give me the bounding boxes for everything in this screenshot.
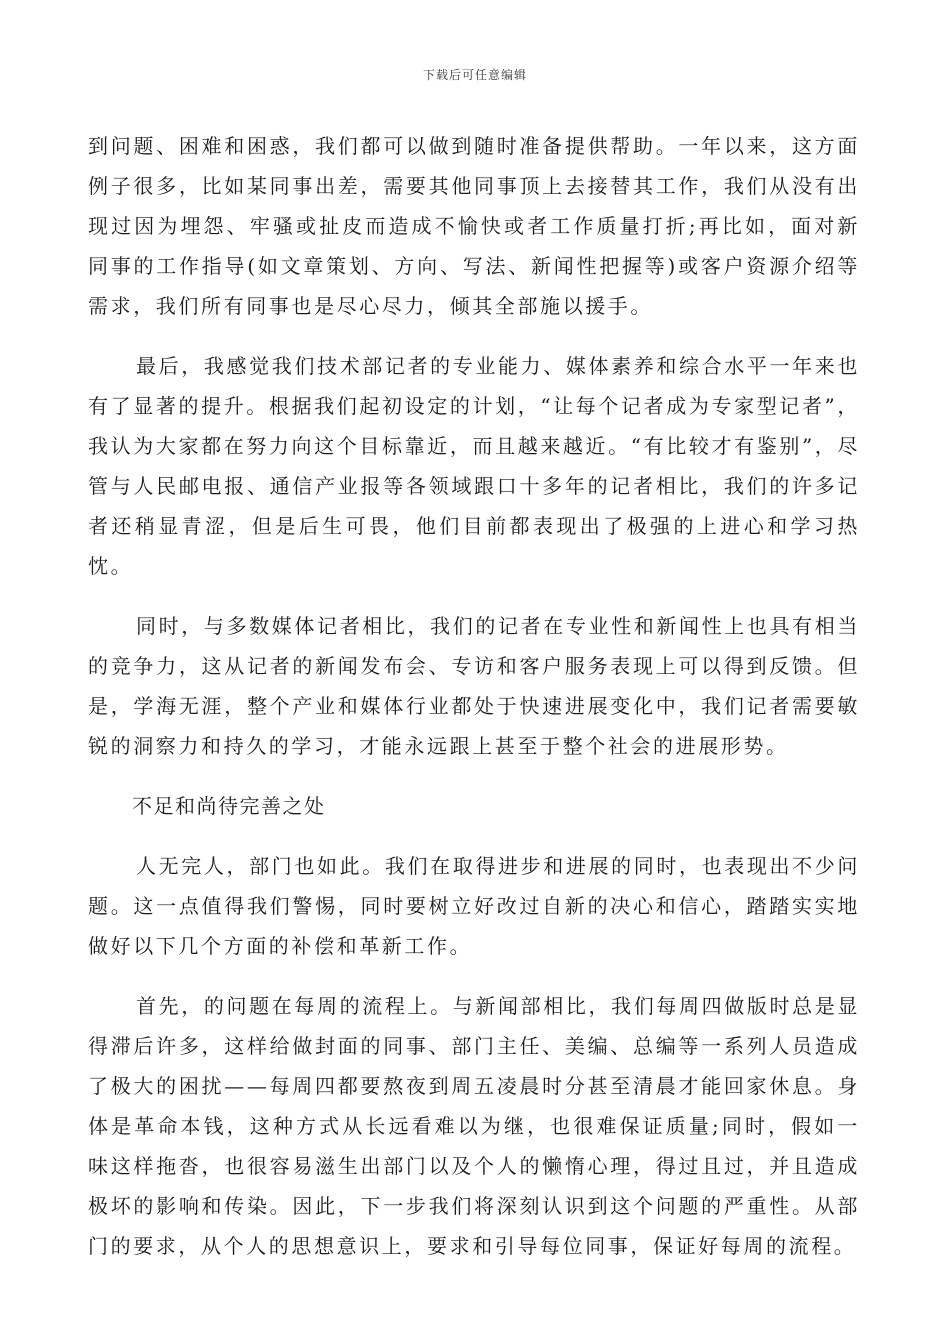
paragraph-continuation: 到问题、困难和困惑，我们都可以做到随时准备提供帮助。一年以来，这方面例子很多，比如某同事出差，需要其他同事顶上去接替其工作，我们从没有出现过因为埋怨、牢骚或扯皮而造成不愉快或者工作质量打折;再比如，面对新同事的工作指导(如文章策划、方向、写法、新闻性把握等)或客户资源介绍等需求，我们所有同事也是尽心尽力，倾其全部施以援手。 bbox=[88, 134, 860, 318]
paragraph-skill-improvement: 最后，我感觉我们技术部记者的专业能力、媒体素养和综合水平一年来也有了显著的提升。根据我们起初设定的计划，“让每个记者成为专家型记者”，我认为大家都在努力向这个目标靠近，而且越来越近。“有比较才有鉴别”，尽管与人民邮电报、通信产业报等各领域跟口十多年的记者相比，我们的许多记者还稍显青涩，但是后生可畏，他们目前都表现出了极强的上进心和学习热忱。 bbox=[88, 354, 860, 578]
paragraph-shortcomings-intro: 人无完人，部门也如此。我们在取得进步和进展的同时，也表现出不少问题。这一点值得我们警惕，同时要树立好改过自新的决心和信心，踏踏实实地做好以下几个方面的补偿和革新工作。 bbox=[88, 854, 860, 958]
section-heading: 不足和尚待完善之处 bbox=[132, 794, 326, 818]
paragraph-competitiveness: 同时，与多数媒体记者相比，我们的记者在专业性和新闻性上也具有相当的竞争力，这从记者的新闻发布会、专访和客户服务表现上可以得到反馈。但是，学海无涯，整个产业和媒体行业都处于快速进展变化中，我们记者需要敏锐的洞察力和持久的学习，才能永远跟上甚至于整个社会的进展形势。 bbox=[88, 614, 860, 758]
page-header: 下载后可任意编辑 bbox=[422, 68, 527, 82]
document-body bbox=[88, 126, 860, 1286]
paragraph-weekly-workflow: 首先，的问题在每周的流程上。与新闻部相比，我们每周四做版时总是显得滞后许多，这样给做封面的同事、部门主任、美编、总编等一系列人员造成了极大的困扰——每周四都要熬夜到周五凌晨时分甚至清晨才能回家休息。身体是革命本钱，这种方式从长远看难以为继，也很难保证质量;同时，假如一味这样拖沓，也很容易滋生出部门以及个人的懒惰心理，得过且过，并且造成极坏的影响和传染。因此，下一步我们将深刻认识到这个问题的严重性。从部门的要求，从个人的思想意识上，要求和引导每位同事，保证好每周的流程。 bbox=[88, 994, 860, 1258]
